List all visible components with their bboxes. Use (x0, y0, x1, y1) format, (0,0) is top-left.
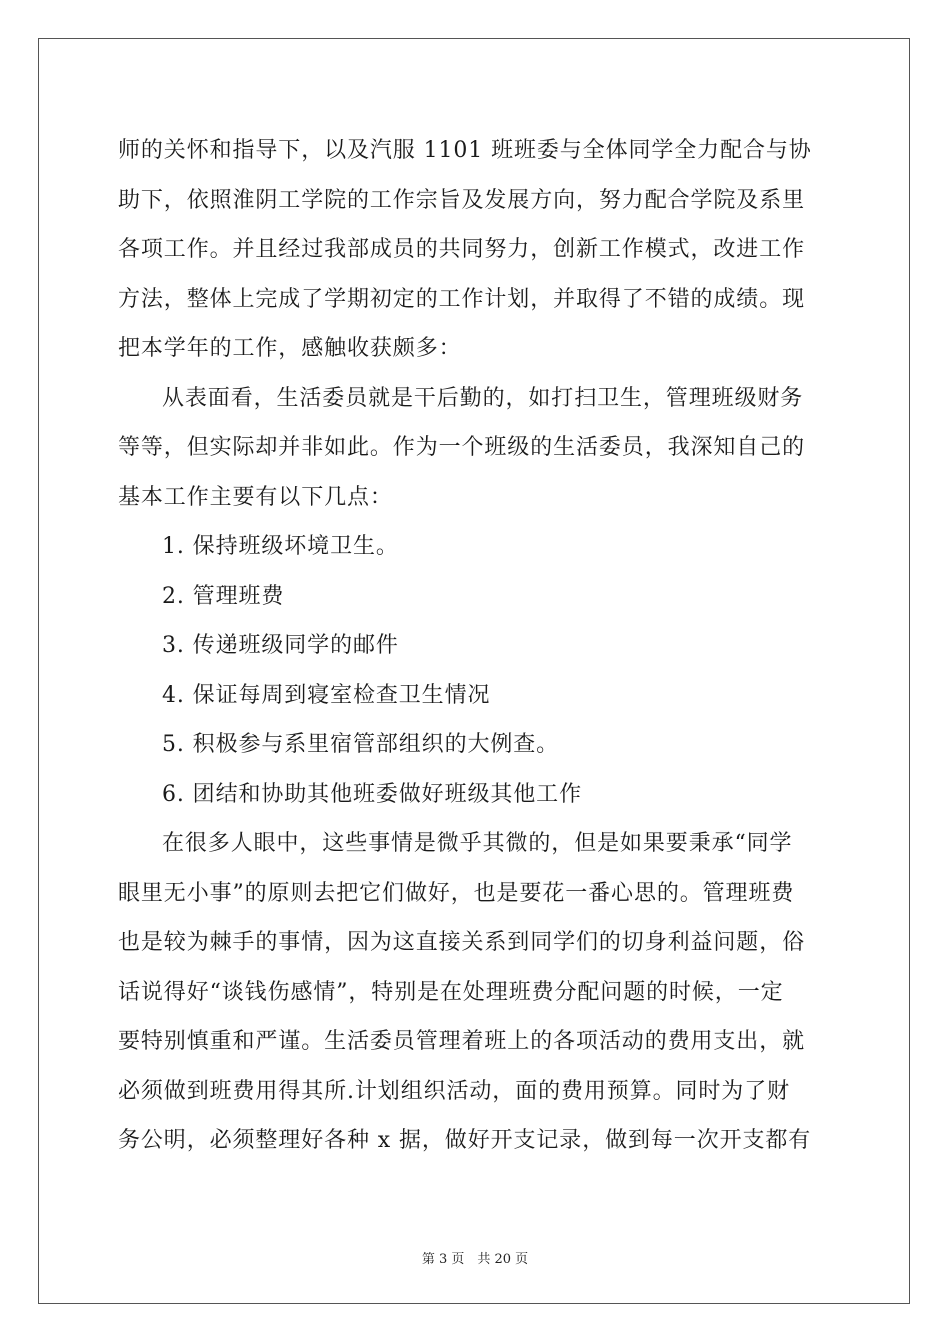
page-number: 第 3 页 共 20 页 (421, 1252, 529, 1267)
paragraph-line: 方法，整体上完成了学期初定的工作计划，并取得了不错的成绩。现 (118, 286, 806, 312)
paragraph-line: 等等，但实际却并非如此。作为一个班级的生活委员，我深知自己的 (118, 435, 806, 460)
paragraph-line: 基本工作主要有以下几点： (118, 484, 393, 510)
paragraph-line: 也是较为棘手的事情，因为这直接关系到同学们的切身利益问题，俗 (118, 930, 806, 955)
paragraph-line: 各项工作。并且经过我部成员的共同努力，创新工作模式，改进工作 (118, 237, 806, 262)
list-item: 4. 保证每周到寝室检查卫生情况 (162, 682, 491, 708)
paragraph-line: 必须做到班费用得其所.计划组织活动，面的费用预算。同时为了财 (118, 1078, 790, 1104)
list-item: 6. 团结和协助其他班委做好班级其他工作 (162, 781, 582, 807)
paragraph-line: 话说得好“谈钱伤感情”，特别是在处理班费分配问题的时候，一定 (118, 979, 784, 1005)
paragraph-line: 助下，依照淮阴工学院的工作宗旨及发展方向，努力配合学院及系里 (118, 187, 806, 213)
list-item: 5. 积极参与系里宿管部组织的大例查。 (162, 732, 560, 757)
paragraph-line: 眼里无小事”的原则去把它们做好，也是要花一番心思的。管理班费 (118, 880, 795, 906)
list-item: 3. 传递班级同学的邮件 (162, 633, 399, 658)
paragraph-line: 务公明，必须整理好各种 x 据，做好开支记录，做到每一次开支都有 (118, 1128, 812, 1153)
paragraph-line: 从表面看，生活委员就是干后勤的，如打扫卫生，管理班级财务 (162, 385, 804, 411)
paragraph-line: 在很多人眼中，这些事情是微乎其微的，但是如果要秉承“同学 (162, 831, 793, 856)
list-item: 1. 保持班级坏境卫生。 (162, 534, 399, 559)
paragraph-line: 师的关怀和指导下，以及汽服 1101 班班委与全体同学全力配合与协 (118, 138, 812, 163)
paragraph-line: 要特别慎重和严谨。生活委员管理着班上的各项活动的费用支出，就 (118, 1029, 806, 1054)
list-item: 2. 管理班费 (162, 583, 285, 609)
document-body (118, 126, 834, 1166)
paragraph-line: 把本学年的工作，感触收获颇多： (118, 336, 462, 361)
page-footer (0, 1248, 950, 1267)
